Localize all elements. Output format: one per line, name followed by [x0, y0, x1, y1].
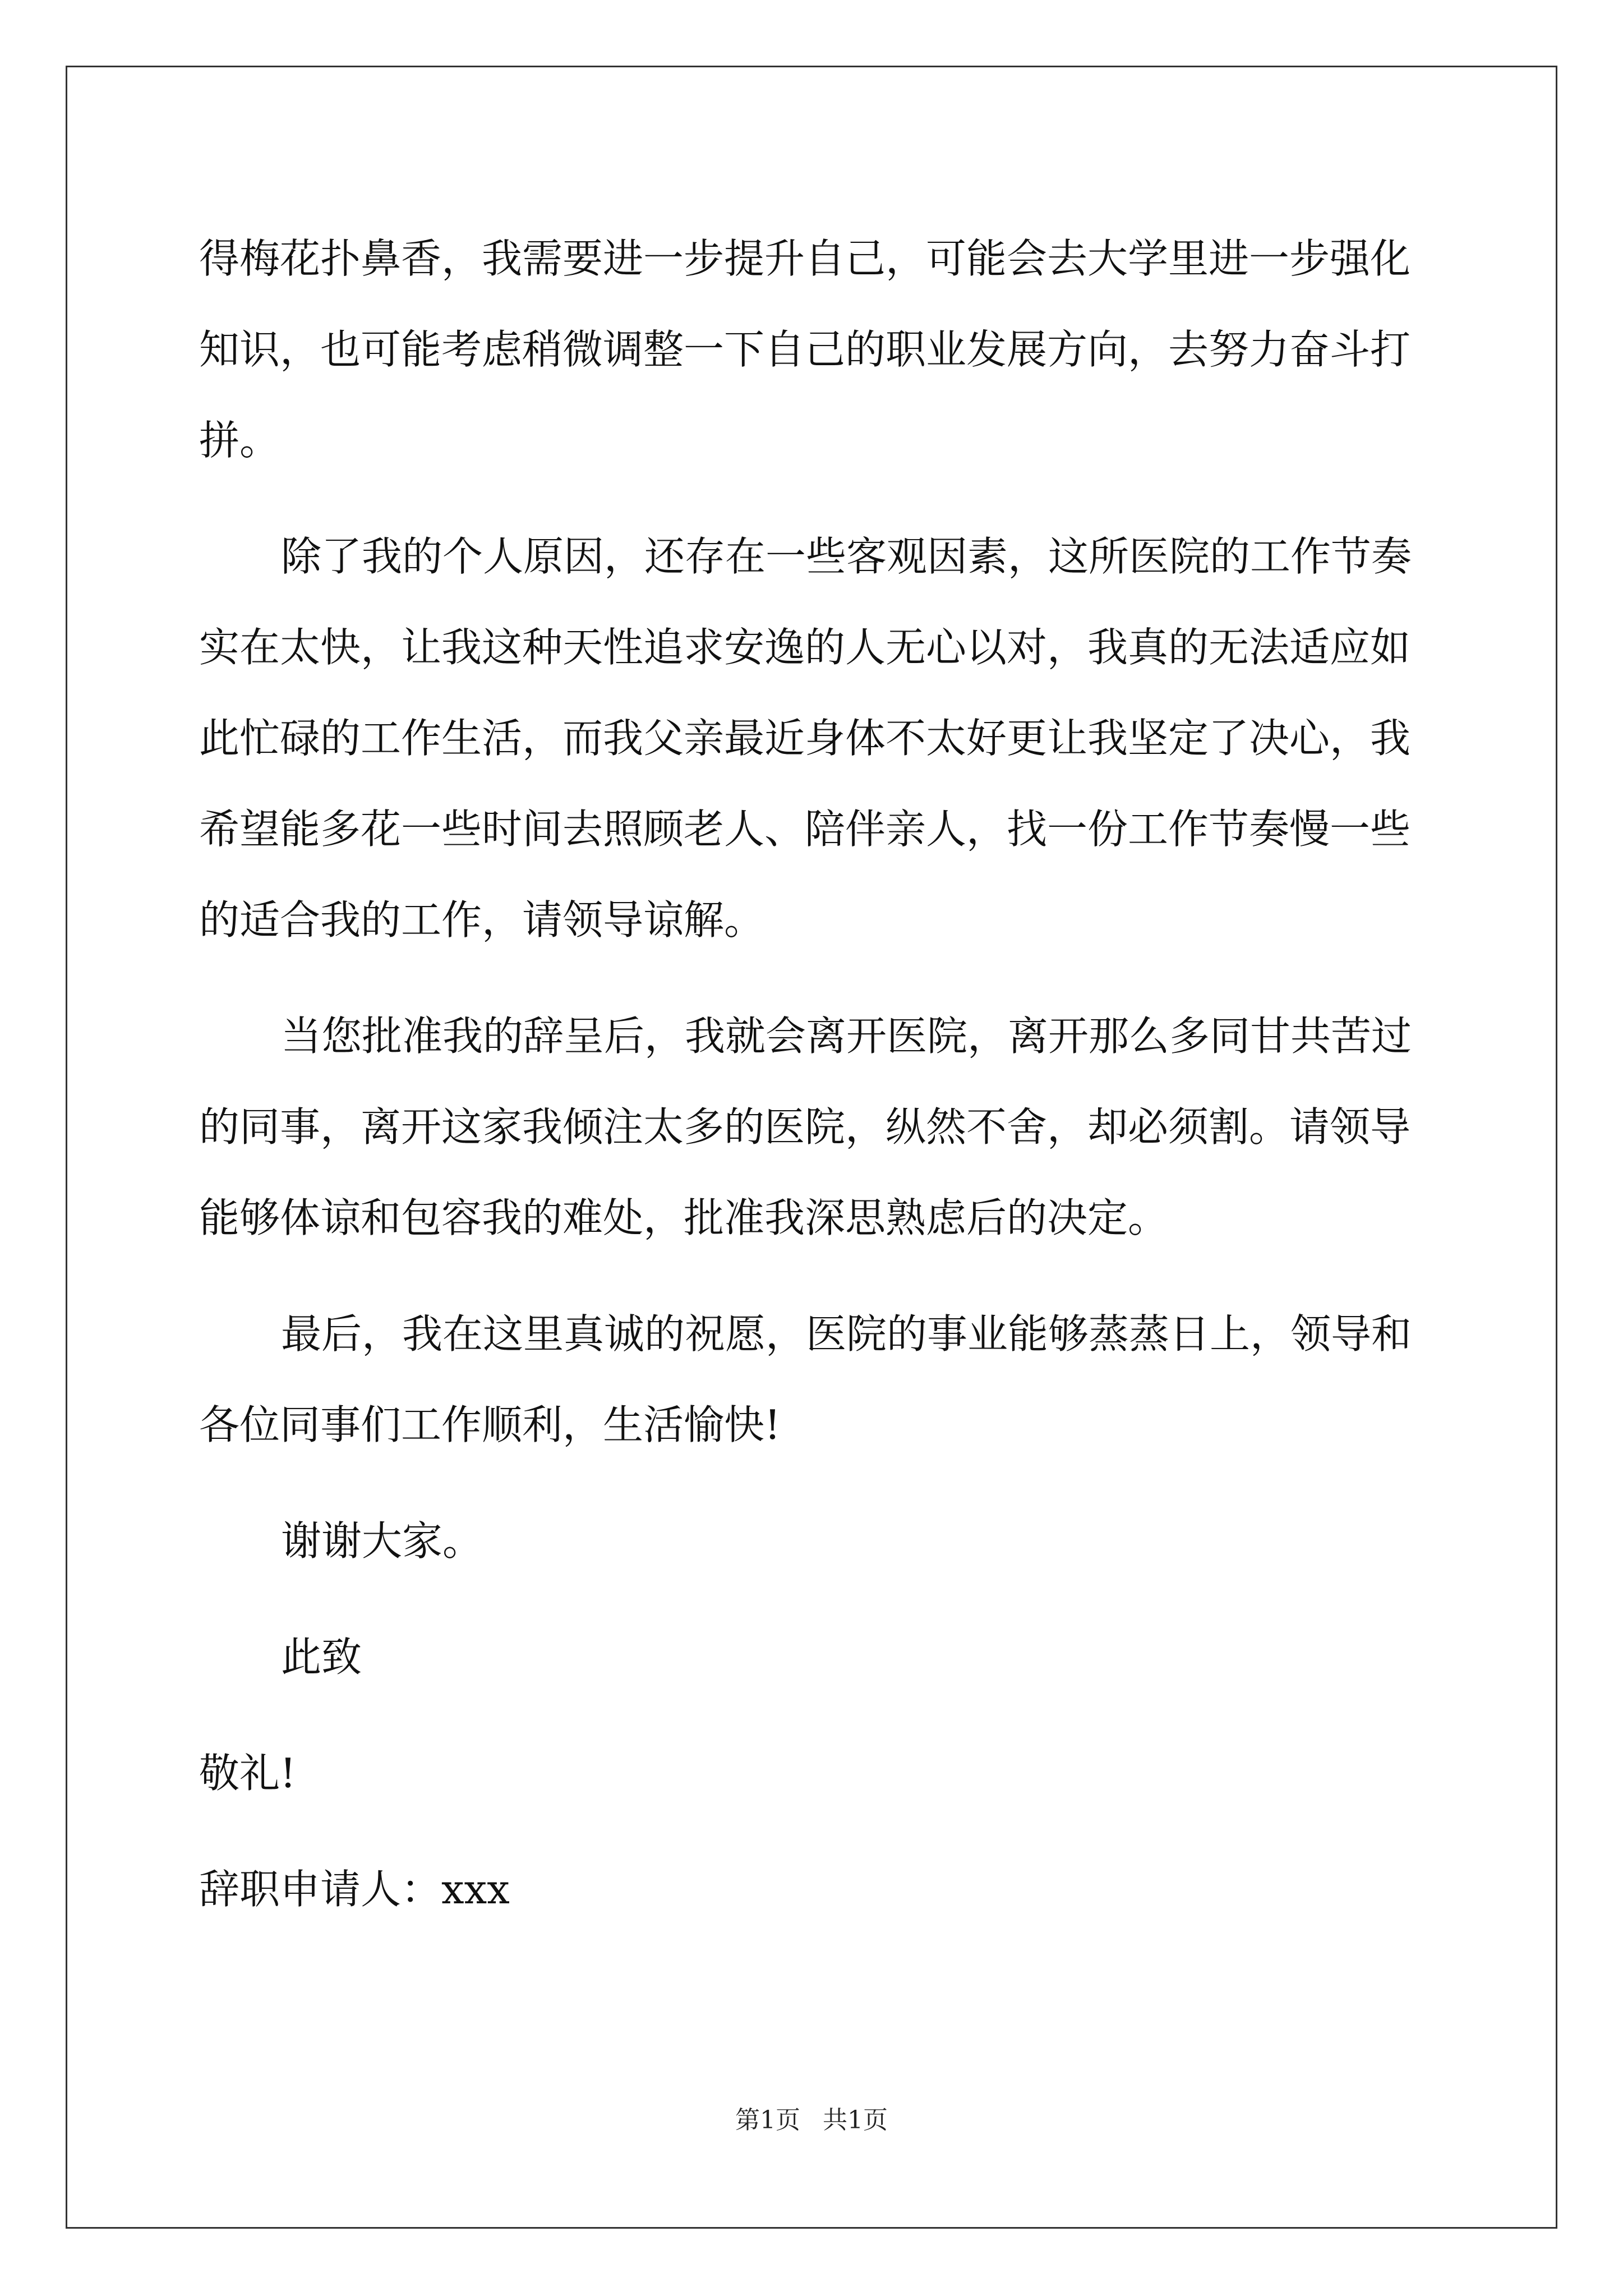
- text-line: 除了我的个人原因，还存在一些客观因素，这所医院的工作节奏: [281, 533, 1412, 580]
- text-line: 谢谢大家。: [281, 1517, 483, 1565]
- text-line: 敬礼!: [199, 1750, 296, 1797]
- closing-salutation: [199, 1612, 1433, 1703]
- text-line: 的同事，离开这家我倾注太多的医院，纵然不舍，却必须割。请领导: [199, 1103, 1411, 1151]
- paragraph-thanks: [199, 1496, 1433, 1586]
- closing-regards: [199, 1728, 1433, 1819]
- text-line: 拼。: [199, 417, 280, 464]
- text-line: 各位同事们工作顺利，生活愉快!: [199, 1401, 781, 1448]
- text-line: 的适合我的工作，请领导谅解。: [199, 896, 765, 944]
- text-line: 得梅花扑鼻香，我需要进一步提升自己，可能会去大学里进一步强化: [199, 235, 1411, 282]
- text-line: 知识，也可能考虑稍微调整一下自己的职业发展方向，去努力奋斗打: [199, 326, 1411, 373]
- page-number-current: 第1页: [735, 2106, 800, 2134]
- paragraph-2: [199, 511, 1433, 965]
- text-line: 此致: [281, 1634, 362, 1681]
- document-body: [199, 213, 1433, 1935]
- text-line: 最后，我在这里真诚的祝愿，医院的事业能够蒸蒸日上，领导和: [281, 1310, 1412, 1358]
- page-number-total: 共1页: [823, 2106, 888, 2134]
- paragraph-3: [199, 991, 1433, 1263]
- text-line: 辞职申请人：xxx: [199, 1866, 510, 1913]
- page-footer: [0, 2104, 1623, 2137]
- text-line: 实在太快，让我这种天性追求安逸的人无心以对，我真的无法适应如: [199, 624, 1411, 671]
- paragraph-1: [199, 213, 1433, 486]
- paragraph-4: [199, 1289, 1433, 1470]
- text-line: 能够体谅和包容我的难处，批准我深思熟虑后的决定。: [199, 1194, 1169, 1241]
- text-line: 此忙碌的工作生活，而我父亲最近身体不太好更让我坚定了决心，我: [199, 715, 1411, 762]
- signature-line: [199, 1844, 1433, 1935]
- text-line: 希望能多花一些时间去照顾老人、陪伴亲人，找一份工作节奏慢一些: [199, 806, 1411, 853]
- text-line: 当您批准我的辞呈后，我就会离开医院，离开那么多同甘共苦过: [281, 1013, 1412, 1060]
